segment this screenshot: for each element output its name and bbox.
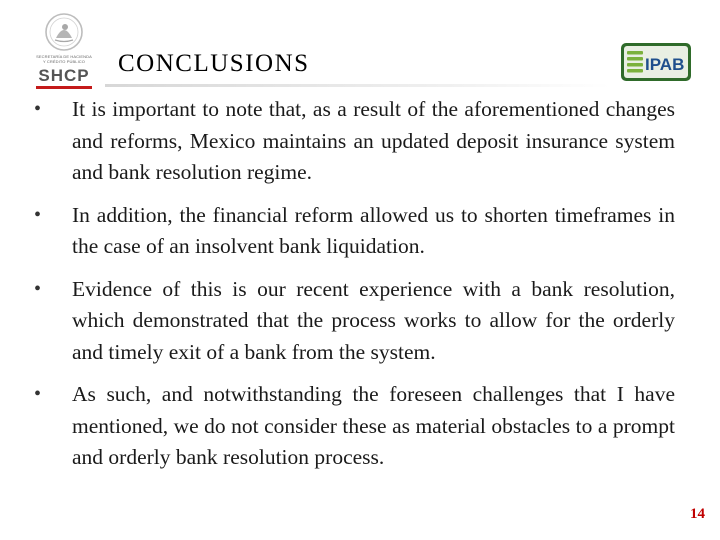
shcp-logo: [26, 12, 102, 94]
page-title: CONCLUSIONS: [118, 50, 310, 77]
list-item-text: It is important to note that, as a result of the aforementioned changes and reforms, Mexico maintains an updated deposit insurance system and bank resolution regime.: [72, 97, 675, 184]
bullet-icon: •: [34, 277, 42, 300]
bullet-icon: •: [34, 383, 42, 405]
shcp-accent-bar: [36, 86, 92, 89]
list-item-text: Evidence of this is our recent experience with a bank resolution, which demonstrated that the process works to allow for the orderly and timely exit of a bank from the system.: [72, 276, 675, 364]
shcp-wordmark: SHCP: [38, 66, 90, 85]
bullet-icon: •: [34, 203, 42, 226]
ipab-wordmark: IPAB: [645, 55, 685, 74]
mexican-seal-icon: [44, 12, 84, 52]
bullet-icon: •: [34, 98, 42, 120]
list-item: [30, 274, 675, 369]
page-number: 14: [690, 506, 705, 522]
title-divider: [105, 84, 610, 87]
ipab-logo: [620, 42, 692, 82]
list-item-text: In addition, the financial reform allowed us to shorten timeframes in the case of an insolvent bank liquidation.: [72, 202, 675, 258]
list-item: [30, 200, 675, 263]
list-item-text: As such, and notwithstanding the foreseen challenges that I have mentioned, we do not consider these as material obstacles to a prompt and orderly bank resolution process.: [72, 382, 675, 469]
list-item: [30, 94, 675, 189]
list-item: [30, 379, 675, 474]
shcp-subtitle: [32, 54, 96, 64]
shcp-subtitle-line-2: Y CRÉDITO PÚBLICO: [42, 59, 85, 64]
shcp-subtitle-line-1: SECRETARÍA DE HACIENDA: [36, 54, 92, 59]
bullet-list: [30, 94, 675, 474]
